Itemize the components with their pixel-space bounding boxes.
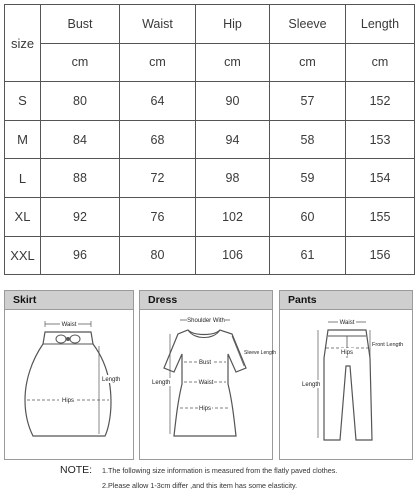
dress-diagram [140, 310, 276, 458]
value-cell: 153 [346, 120, 415, 159]
pants-diagram [280, 310, 412, 458]
value-cell: 88 [41, 159, 120, 198]
note-line-2: 2.Please allow 1-3cm differ ,and this item has some elasticity. [102, 481, 298, 490]
value-cell: 76 [120, 197, 196, 236]
column-header-hip: Hip [196, 5, 270, 44]
table-row [5, 197, 415, 236]
skirt-title: Skirt [5, 291, 133, 310]
pants-outline [324, 330, 372, 440]
sleeve-label: Sleeve Length [244, 350, 276, 356]
note-title: NOTE: [60, 464, 93, 476]
value-cell: 98 [196, 159, 270, 198]
table-row [5, 82, 415, 121]
pants-title: Pants [280, 291, 412, 310]
value-cell: 64 [120, 82, 196, 121]
size-header: size [5, 5, 41, 82]
front-length-label: Front Length [372, 342, 404, 348]
value-cell: 92 [41, 197, 120, 236]
hips-label: Hips [198, 406, 212, 412]
size-chart-table [4, 4, 415, 275]
value-cell: 57 [270, 82, 346, 121]
size-cell: XL [5, 197, 41, 236]
value-cell: 72 [120, 159, 196, 198]
value-cell: 58 [270, 120, 346, 159]
length-label: Length [302, 382, 321, 388]
length-label: Length [102, 377, 121, 383]
size-cell: M [5, 120, 41, 159]
waist-label: Waist [339, 320, 355, 326]
value-cell: 152 [346, 82, 415, 121]
unit-cell: cm [120, 43, 196, 82]
value-cell: 84 [41, 120, 120, 159]
value-cell: 80 [41, 82, 120, 121]
table-row [5, 159, 415, 198]
pants-panel [279, 290, 413, 460]
value-cell: 96 [41, 236, 120, 275]
value-cell: 61 [270, 236, 346, 275]
length-label: Length [152, 380, 171, 386]
value-cell: 155 [346, 197, 415, 236]
size-cell: XXL [5, 236, 41, 275]
waist-label: Waist [198, 380, 214, 386]
unit-cell: cm [41, 43, 120, 82]
unit-cell: cm [270, 43, 346, 82]
value-cell: 80 [120, 236, 196, 275]
unit-cell: cm [346, 43, 415, 82]
dress-title: Dress [140, 291, 272, 310]
column-header-length: Length [346, 5, 415, 44]
hips-label: Hips [61, 398, 75, 404]
value-cell: 106 [196, 236, 270, 275]
size-cell: L [5, 159, 41, 198]
value-cell: 90 [196, 82, 270, 121]
value-cell: 102 [196, 197, 270, 236]
hips-label: Hips [340, 350, 354, 356]
value-cell: 68 [120, 120, 196, 159]
table-row [5, 236, 415, 275]
table-unit-row [5, 43, 415, 82]
unit-cell: cm [196, 43, 270, 82]
bust-label: Bust [198, 360, 212, 366]
column-header-bust: Bust [41, 5, 120, 44]
skirt-panel [4, 290, 134, 460]
shoulder-label: Shoulder With [187, 318, 225, 324]
value-cell: 94 [196, 120, 270, 159]
value-cell: 154 [346, 159, 415, 198]
size-cell: S [5, 82, 41, 121]
value-cell: 60 [270, 197, 346, 236]
skirt-outline [25, 332, 111, 436]
column-header-sleeve: Sleeve [270, 5, 346, 44]
note-line-1: 1.The following size information is measured from the flatly paved clothes. [102, 466, 338, 475]
waist-label: Waist [61, 322, 77, 328]
table-header-row [5, 5, 415, 44]
dress-panel [139, 290, 276, 460]
table-row [5, 120, 415, 159]
value-cell: 59 [270, 159, 346, 198]
bow-knot [66, 337, 70, 341]
value-cell: 156 [346, 236, 415, 275]
skirt-diagram [5, 310, 133, 458]
column-header-waist: Waist [120, 5, 196, 44]
